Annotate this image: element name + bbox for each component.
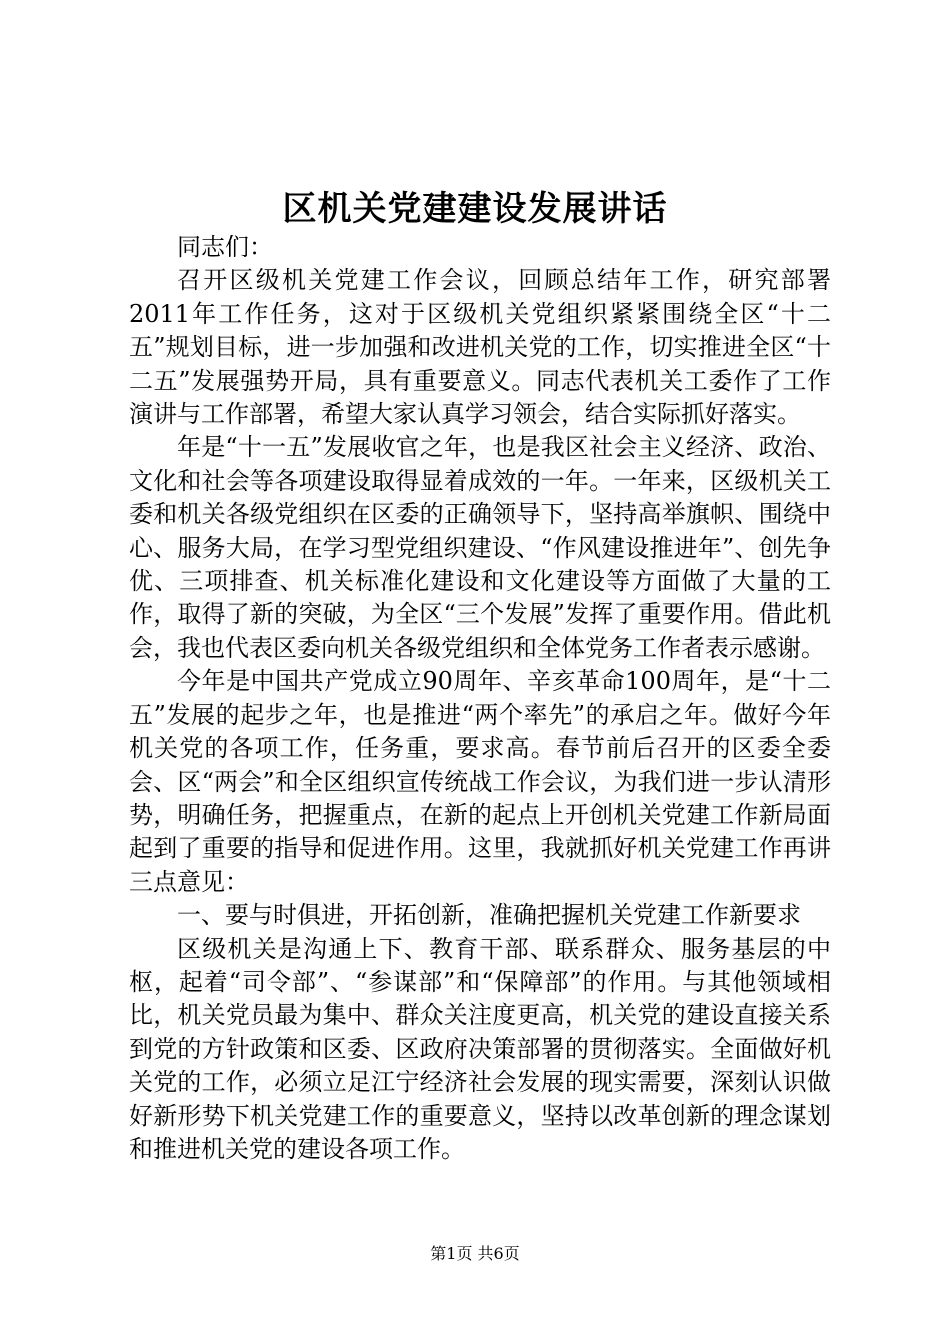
paragraph: 召开区级机关党建工作会议，回顾总结年工作，研究部署2011年工作任务，这对于区级机关党组织紧紧围绕全区“十二五”规划目标，进一步加强和改进机关党的工作，切实推进全区“十二五”发展强势开局，具有重要意义。同志代表机关工委作了工作演讲与工作部署，希望大家认真学习领会，结合实际抓好落实。 — [129, 266, 831, 429]
paragraph: 区级机关是沟通上下、教育干部、联系群众、服务基层的中枢，起着“司令部”、“参谋部”和“保障部”的作用。与其他领域相比，机关党员最为集中、群众关注度更高，机关党的建设直接关系到党的方针政策和区委、区政府决策部署的贯彻落实。全面做好机关党的工作，必须立足江宁经济社会发展的现实需要，深刻认识做好新形势下机关党建工作的重要意义，坚持以改革创新的理念谋划和推进机关党的建设各项工作。 — [129, 934, 831, 1163]
page-footer: 第1页 共6页 — [430, 1244, 520, 1263]
section-heading: 一、要与时俱进，开拓创新，准确把握机关党建工作新要求 — [177, 901, 801, 930]
document-body — [129, 231, 831, 1166]
paragraph: 今年是中国共产党成立90周年、辛亥革命100周年，是“十二五”发展的起步之年，也是推进“两个率先”的承启之年。做好今年机关党的各项工作，任务重，要求高。春节前后召开的区委全委会、区“两会”和全区组织宣传统战工作会议，为我们进一步认清形势，明确任务，把握重点，在新的起点上开创机关党建工作新局面起到了重要的指导和促进作用。这里，我就抓好机关党建工作再讲三点意见： — [129, 667, 831, 896]
document-title: 区机关党建建设发展讲话 — [282, 189, 668, 229]
paragraph: 年是“十一五”发展收官之年，也是我区社会主义经济、政治、文化和社会等各项建设取得显着成效的一年。一年来，区级机关工委和机关各级党组织在区委的正确领导下，坚持高举旗帜、围绕中心、服务大局，在学习型党组织建设、“作风建设推进年”、创先争优、三项排查、机关标准化建设和文化建设等方面做了大量的工作，取得了新的突破，为全区“三个发展”发挥了重要作用。借此机会，我也代表区委向机关各级党组织和全体党务工作者表示感谢。 — [129, 433, 831, 662]
paragraph-salutation: 同志们： — [177, 233, 273, 261]
